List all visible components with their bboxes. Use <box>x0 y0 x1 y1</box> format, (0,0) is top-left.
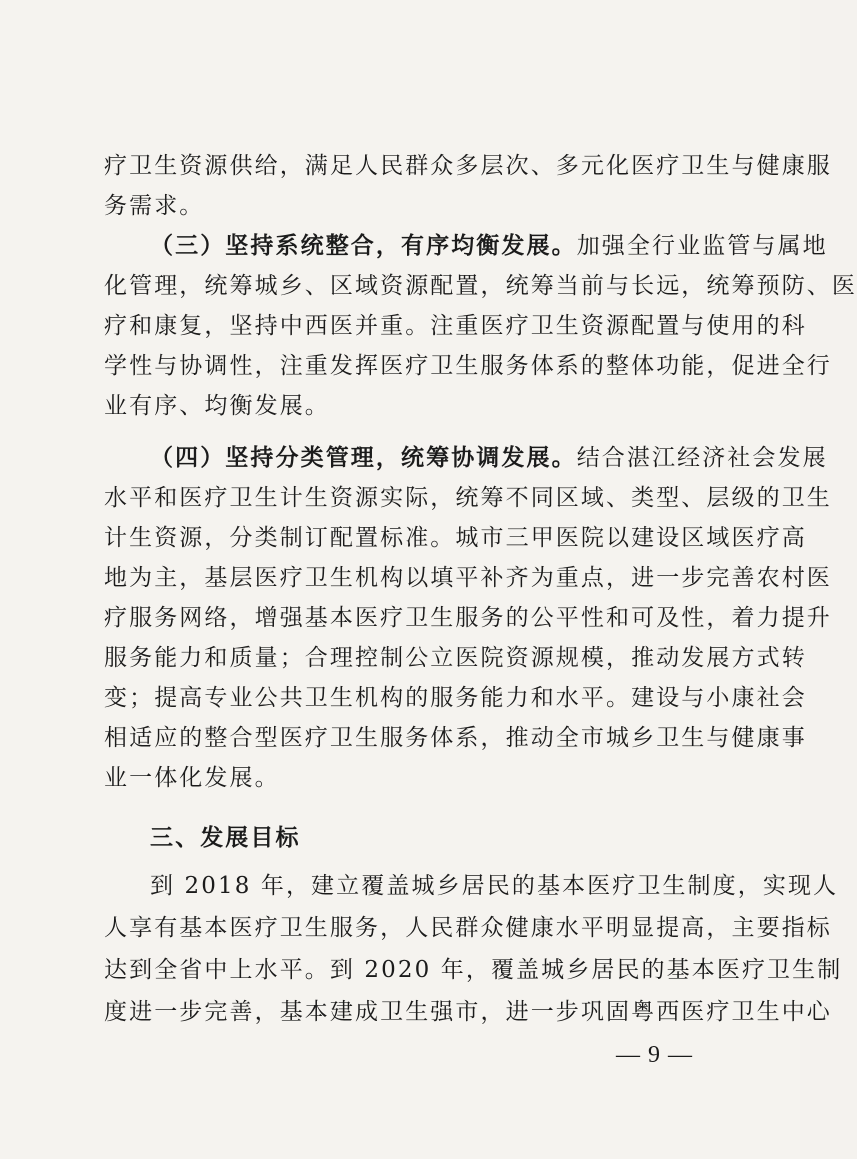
line-text: 务需求。 <box>104 193 205 219</box>
line-text: 人享有基本医疗卫生服务，人民群众健康水平明显提高，主要指标 <box>104 915 832 941</box>
text-line <box>104 186 204 226</box>
line-text: 达到全省中上水平。到 2020 年，覆盖城乡居民的基本医疗卫生制 <box>104 957 843 983</box>
text-line <box>104 598 832 638</box>
paragraph-start-line <box>150 226 828 266</box>
text-line <box>104 718 807 758</box>
paragraph-lead-heading: （四）坚持分类管理，统筹协调发展。 <box>150 445 577 471</box>
line-text: 化管理，统筹城乡、区域资源配置，统筹当前与长远，统筹预防、医 <box>104 273 857 299</box>
text-line <box>104 306 807 346</box>
text-line <box>104 518 807 558</box>
text-line <box>104 478 832 518</box>
section-heading <box>150 818 301 858</box>
text-line <box>104 992 832 1032</box>
line-text: 疗和康复，坚持中西医并重。注重医疗卫生资源配置与使用的科 <box>104 313 807 339</box>
line-text: 疗服务网络，增强基本医疗卫生服务的公平性和可及性，着力提升 <box>104 605 832 631</box>
line-text: 到 2018 年，建立覆盖城乡居民的基本医疗卫生制度，实现人 <box>150 873 839 899</box>
line-text: 业有序、均衡发展。 <box>104 393 330 419</box>
text-line <box>104 908 832 948</box>
text-line <box>104 558 832 598</box>
page-number: — 9 — <box>616 1042 693 1068</box>
text-line <box>104 386 330 426</box>
line-text: 结合湛江经济社会发展 <box>576 445 828 471</box>
line-text: 服务能力和质量；合理控制公立医院资源规模，推动发展方式转 <box>104 645 807 671</box>
text-line <box>104 950 842 990</box>
line-text: 相适应的整合型医疗卫生服务体系，推动全市城乡卫生与健康事 <box>104 725 807 751</box>
line-text: 水平和医疗卫生计生资源实际，统筹不同区域、类型、层级的卫生 <box>104 485 832 511</box>
text-line <box>104 638 807 678</box>
paragraph-start-line <box>150 866 838 906</box>
line-text: 加强全行业监管与属地 <box>576 233 828 259</box>
line-text: 学性与协调性，注重发挥医疗卫生服务体系的整体功能，促进全行 <box>104 353 832 379</box>
text-line <box>104 266 857 306</box>
text-line <box>104 146 832 186</box>
line-text: 地为主，基层医疗卫生机构以填平补齐为重点，进一步完善农村医 <box>104 565 832 591</box>
text-line <box>104 678 807 718</box>
line-text: 疗卫生资源供给，满足人民群众多层次、多元化医疗卫生与健康服 <box>104 153 832 179</box>
line-text: 度进一步完善，基本建成卫生强市，进一步巩固粤西医疗卫生中心 <box>104 999 832 1025</box>
text-line <box>104 758 280 798</box>
paragraph-lead-heading: （三）坚持系统整合，有序均衡发展。 <box>150 233 577 259</box>
line-text: 业一体化发展。 <box>104 765 280 791</box>
line-text: 计生资源，分类制订配置标准。城市三甲医院以建设区域医疗高 <box>104 525 807 551</box>
section-heading-text: 三、发展目标 <box>150 825 301 851</box>
text-line <box>104 346 832 386</box>
paragraph-start-line <box>150 438 828 478</box>
line-text: 变；提高专业公共卫生机构的服务能力和水平。建设与小康社会 <box>104 685 807 711</box>
